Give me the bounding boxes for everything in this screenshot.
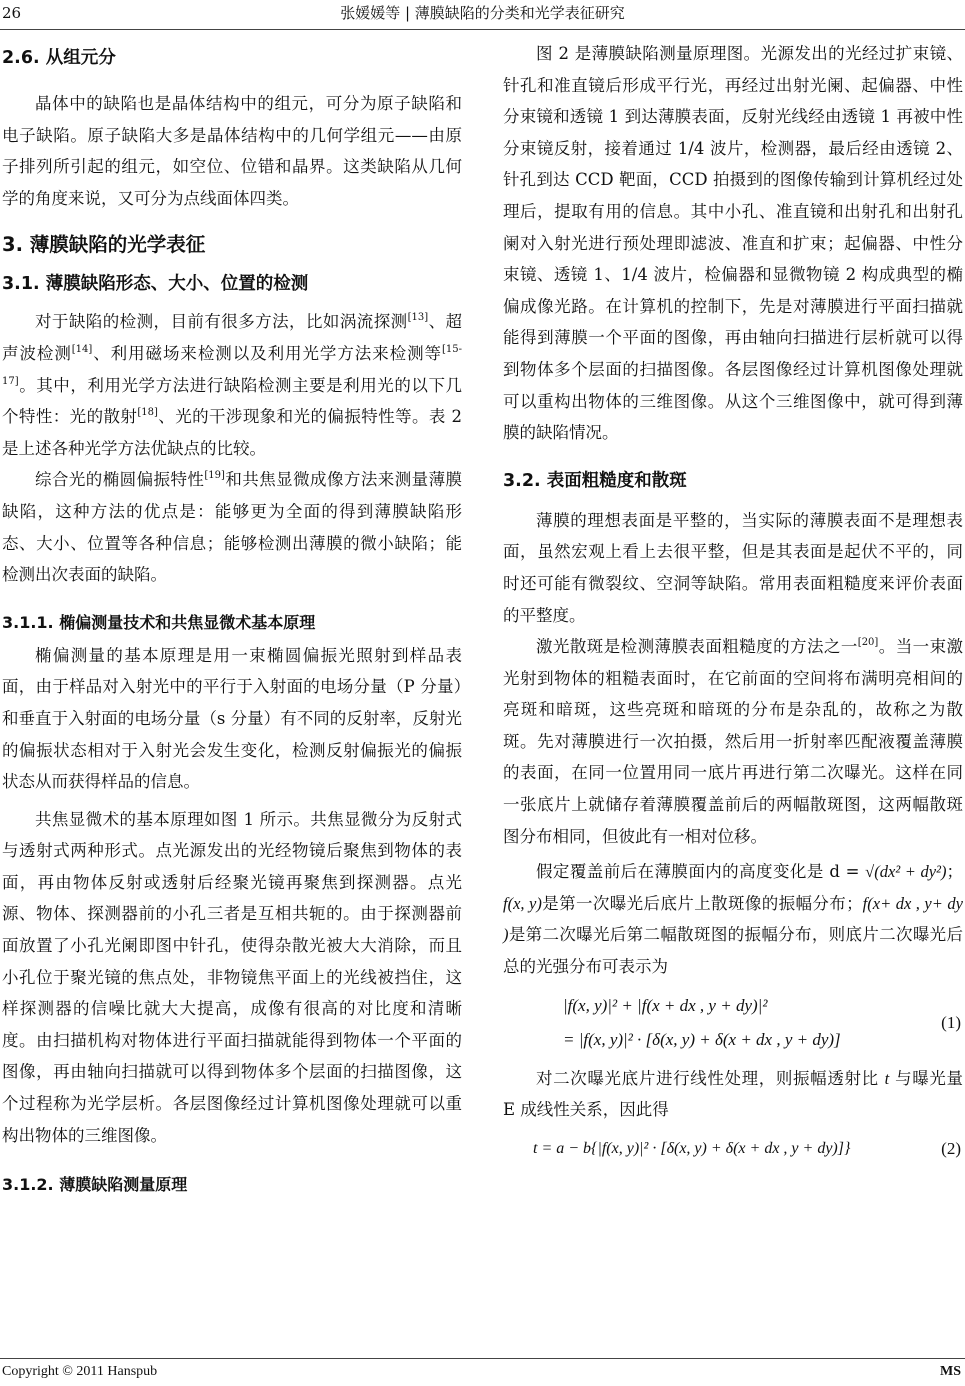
paragraph-3-1-1-b: 共焦显微术的基本原理如图 1 所示。共焦显微分为反射式与透射式两种形式。点光源发出的光经物镜后聚焦到物体的表面，再由物体反射或透射后经聚光镜再聚焦到探测器。点光源、物体、探测器前的小孔三者是互相共轭的。由于探测器前面放置了小孔光阑即图中针孔，使得杂散光被大大消除，而且小孔位于聚光镜的焦点处，非物镜焦平面上的光线被挡住，这样探测器的信噪比就大大提高，成像有很高的对比度和清晰度。由扫描机构对物体进行平面扫描就能得到物体一个平面的图像，再由轴向扫描就可以得到物体多个层面的扫描图像，这个过程称为光学层析。各层图像经过计算机图像处理就可以重构出物体的三维图像。 <box>2 809 462 1145</box>
text-run: 是第二次曝光后第二幅散斑图的振幅分布，则底片二次曝光后总的光强分布可表示为 <box>503 925 963 977</box>
text-run: 综合光的椭圆偏振特性 <box>35 470 205 490</box>
citation: [13] <box>407 312 429 324</box>
copyright: Copyright © 2011 Hanspub <box>2 1364 158 1379</box>
math-inline: t <box>884 1068 890 1088</box>
heading-2-6: 2.6. 从组元分 <box>2 48 116 68</box>
right-column <box>503 38 963 1172</box>
page-number: 26 <box>2 4 22 22</box>
text-run: 、超声波检测 <box>2 312 463 363</box>
math-inline: f(x, y) <box>503 893 542 913</box>
paragraph-3-2-b <box>503 631 963 852</box>
math-inline: f(x+ dx , y+ dy ) <box>503 893 963 945</box>
text-run: 假定覆盖前后在薄膜面内的高度变化是 d = <box>536 862 860 882</box>
journal-tag: MS <box>940 1364 961 1379</box>
paragraph-3-1-a <box>2 306 462 464</box>
equation-1 <box>503 989 963 1057</box>
math-inline: √(dx² + dy²) <box>865 862 947 882</box>
text-run: 和共焦显微成像方法来测量薄膜缺陷，这种方法的优点是：能够更为全面的得到薄膜缺陷形态、大小、位置等各种信息；能够检测出薄膜的微小缺陷；能检测出次表面的缺陷。 <box>2 470 463 585</box>
equation-1-line-2: = |f(x, y)|² · [δ(x, y) + δ(x + dx , y + dy)] <box>563 1029 841 1049</box>
text-run: 。其中，利用光学方法进行缺陷检测主要是利用光的以下几个特性：光的散射 <box>2 375 462 427</box>
paragraph-figure-2: 图 2 是薄膜缺陷测量原理图。光源发出的光经过扩束镜、针孔和准直镜后形成平行光，再经过出射光阑、起偏器、中性分束镜和透镜 1 到达薄膜表面，反射光线经由透镜 1 再被中性分束镜反射，接着通过 1/4 波片，检测器，最后经由透镜 2、针孔到达 CCD 靶面，CCD 拍摄到的图像传输到计算机经过处理后，提取有用的信息。其中小孔、准直镜和出射孔和出射孔阑对入射光进行预处理即滤波、准直和扩束；起偏器、中性分束镜、透镜 1、1/4 波片，检偏器和显微物镜 2 构成典型的椭偏成像光路。在计算机的控制下，先是对薄膜进行平面扫描就能得到薄膜一个平面的图像，再由轴向扫描进行层析就可以得到物体多个层面的扫描图像。各层图像经过计算机图像处理就可以重构出物体的三维图像。从这个三维图像中，就可得到薄膜的缺陷情况。 <box>503 44 963 443</box>
paragraph-3-2-c <box>503 856 963 982</box>
heading-3-1: 3.1. 薄膜缺陷形态、大小、位置的检测 <box>2 274 309 295</box>
page-header <box>0 0 965 30</box>
heading-3-1-1: 3.1.1. 椭偏测量技术和共焦显微术基本原理 <box>2 612 316 632</box>
text-run: 、光的干涉现象和光的偏振特性等。表 2 是上述各种光学方法优缺点的比较。 <box>2 407 462 458</box>
paragraph-3-1-1-a: 椭偏测量的基本原理是用一束椭圆偏振光照射到样品表面，由于样品对入射光中的平行于入射面的电场分量（P 分量）和垂直于入射面的电场分量（s 分量）有不同的反射率，反射光的偏振状态相对于入射光会发生变化，检测反射偏振光的偏振状态从而获得样品的信息。 <box>2 645 462 792</box>
paragraph-3-2-d <box>503 1063 963 1126</box>
heading-3-2: 3.2. 表面粗糙度和散斑 <box>503 470 687 491</box>
paragraph-2-6: 晶体中的缺陷也是晶体结构中的组元，可分为原子缺陷和电子缺陷。原子缺陷大多是晶体结构中的几何学组元——由原子排列所引起的组元，如空位、位错和晶界。这类缺陷从几何学的角度来说，又可分为点线面体四类。 <box>2 94 462 208</box>
citation: [15-17] <box>2 343 463 387</box>
text-run: 。当一束激光射到物体的粗糙表面时，在它前面的空间将布满明亮相间的亮斑和暗斑，这些亮斑和暗斑的分布是杂乱的，故称之为散斑。先对薄膜进行一次拍摄，然后用一折射率匹配液覆盖薄膜的表面，在同一位置用同一底片再进行第二次曝光。这样在同一张底片上就储存着薄膜覆盖前后的两幅散斑图，这两幅散斑图分布相同，但彼此有一相对位移。 <box>503 637 964 846</box>
citation: [18] <box>137 407 158 419</box>
heading-3-1-2: 3.1.2. 薄膜缺陷测量原理 <box>2 1175 188 1195</box>
paragraph-3-2-a: 薄膜的理想表面是平整的，当实际的薄膜表面不是理想表面，虽然宏观上看上去很平整，但是其表面是起伏不平的，同时还可能有微裂纹、空洞等缺陷。常用表面粗糙度来评价表面的平整度。 <box>503 510 963 625</box>
equation-2-body: t = a − b{|f(x, y)|² · [δ(x, y) + δ(x + dx , y + dy)]} <box>533 1139 851 1157</box>
equation-2-number: (2) <box>941 1139 961 1159</box>
text-run: 激光散斑是检测薄膜表面粗糙度的方法之一 <box>536 637 858 657</box>
text-run: 与曝光量 E 成线性关系，因此得 <box>503 1068 964 1120</box>
citation: [20] <box>857 637 879 649</box>
text-run: 、利用磁场来检测以及利用光学方法来检测等 <box>92 343 442 363</box>
equation-2 <box>503 1132 963 1166</box>
text-run: 是第一次曝光后底片上散斑像的振幅分布； <box>541 893 863 913</box>
left-column <box>2 38 462 1202</box>
text-run: ； <box>946 862 963 882</box>
citation: [19] <box>204 470 225 482</box>
footer-rule <box>0 1358 965 1359</box>
running-title: 张媛媛等 | 薄膜缺陷的分类和光学表征研究 <box>340 4 625 22</box>
equation-1-body <box>503 989 963 1057</box>
citation: [14] <box>71 343 93 355</box>
equation-1-line-1: |f(x, y)|² + |f(x + dx , y + dy)|² <box>563 995 768 1015</box>
equation-1-number: (1) <box>941 1012 961 1032</box>
text-run: 对于缺陷的检测，目前有很多方法，比如涡流探测 <box>35 312 408 332</box>
text-run: 对二次曝光底片进行线性处理，则振幅透射比 <box>536 1068 879 1088</box>
heading-3: 3. 薄膜缺陷的光学表征 <box>2 233 206 257</box>
header-rule <box>0 29 965 30</box>
paragraph-3-1-b <box>2 464 462 590</box>
